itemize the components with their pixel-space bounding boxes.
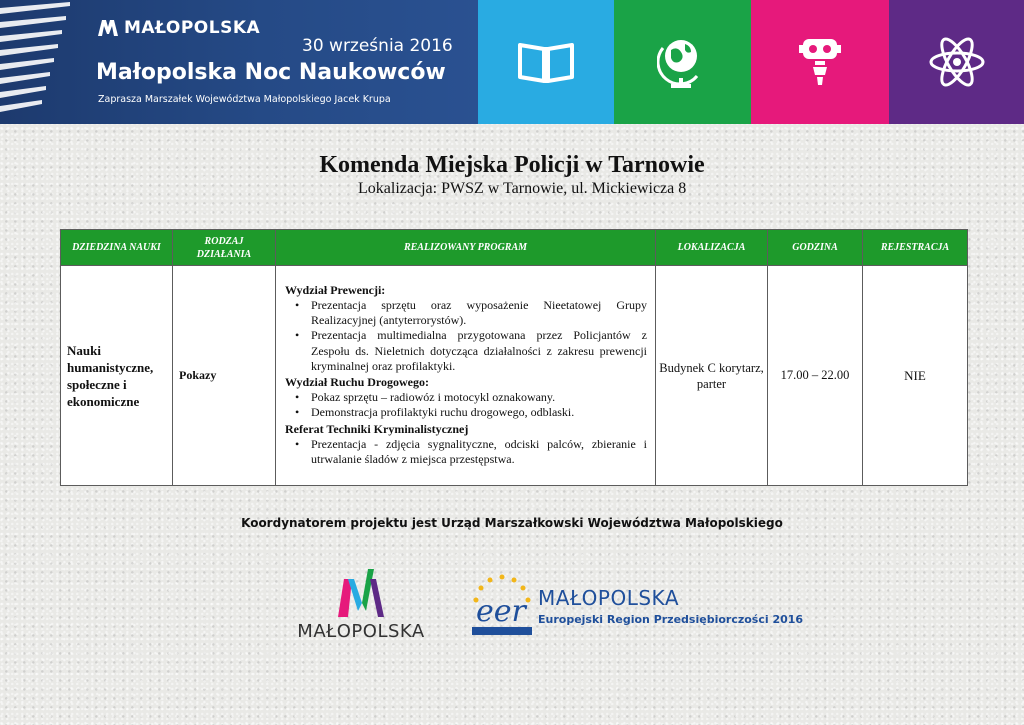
atom-icon [925, 36, 989, 88]
cell-program [276, 266, 656, 486]
program-item: • Prezentacja multimedialna przygotowana przez Policjantów z Zespołu ds. Nieletnich dotycząca działalności z zakresu prewencji kryminalnej oraz profilaktyki. [311, 328, 647, 374]
eer-region-name: MAŁOPOLSKA [538, 586, 680, 610]
cell-registration: NIE [863, 266, 968, 486]
column-header-program: REALIZOWANY PROGRAM [276, 230, 656, 266]
program-item: • Pokaz sprzętu – radiowóz i motocykl oznakowany. [311, 390, 647, 405]
program-section-list [285, 298, 647, 374]
invite-text: Zaprasza Marszałek Województwa Małopolskiego Jacek Krupa [98, 94, 391, 105]
institution-title: Komenda Miejska Policji w Tarnowie [319, 152, 705, 178]
tile-atom [889, 0, 1024, 124]
event-banner [0, 0, 1024, 124]
event-date: 30 września 2016 [302, 36, 453, 56]
cell-time: 17.00 – 22.00 [768, 266, 863, 486]
program-section-heading: Wydział Prewencji: [285, 282, 386, 297]
column-header-registration: REJESTRACJA [863, 230, 968, 266]
coordinator-note: Koordynatorem projektu jest Urząd Marszałkowski Województwa Małopolskiego [241, 516, 783, 530]
table-row [61, 266, 968, 486]
eer-badge-text: eer [476, 594, 526, 629]
cell-field: Nauki humanistyczne, społeczne i ekonomiczne [61, 266, 173, 486]
malopolska-m-icon [338, 569, 384, 617]
eer-subtitle: Europejski Region Przedsiębiorczości 2016 [538, 613, 804, 626]
program-table [60, 229, 968, 486]
column-header-field: DZIEDZINA NAUKI [61, 230, 173, 266]
tile-globe [614, 0, 751, 124]
program-section-heading: Referat Techniki Kryminalistycznej [285, 421, 469, 436]
venue-location: Lokalizacja: PWSZ w Tarnowie, ul. Mickiewicza 8 [358, 180, 687, 197]
program-section-list [285, 437, 647, 467]
program-section-list [285, 390, 647, 420]
book-icon [516, 39, 576, 85]
event-title: Małopolska Noc Naukowców [96, 60, 446, 85]
column-header-activity-type: RODZAJ DZIAŁANIA [173, 230, 276, 266]
malopolska-wordmark: MAŁOPOLSKA [297, 621, 425, 642]
tile-robot [751, 0, 889, 124]
eer-badge-icon [470, 573, 534, 639]
cell-location: Budynek C korytarz, parter [656, 266, 768, 486]
program-item: • Prezentacja - zdjęcia sygnalityczne, odciski palców, zbieranie i utrwalanie śladów z miejsca przestępstwa. [311, 437, 647, 467]
eer-logo [470, 573, 804, 639]
program-section-heading: Wydział Ruchu Drogowego: [285, 375, 429, 389]
column-header-time: GODZINA [768, 230, 863, 266]
program-item: • Prezentacja sprzętu oraz wyposażenie Nieetatowej Grupy Realizacyjnej (antyterrorystów). [311, 298, 647, 328]
table-header-row [61, 230, 968, 266]
column-header-location: LOKALIZACJA [656, 230, 768, 266]
malopolska-m-icon [98, 20, 118, 36]
malopolska-logo [288, 569, 434, 643]
tile-book [478, 0, 614, 124]
robot-icon [795, 33, 845, 91]
brand-logo [98, 18, 260, 38]
brand-name: MAŁOPOLSKA [124, 18, 261, 38]
cell-activity-type: Pokazy [173, 266, 276, 486]
decorative-stripes [0, 0, 80, 124]
program-item: • Demonstracja profilaktyki ruchu drogowego, odblaski. [311, 405, 647, 420]
banner-title-panel [0, 0, 478, 124]
globe-icon [657, 32, 709, 92]
